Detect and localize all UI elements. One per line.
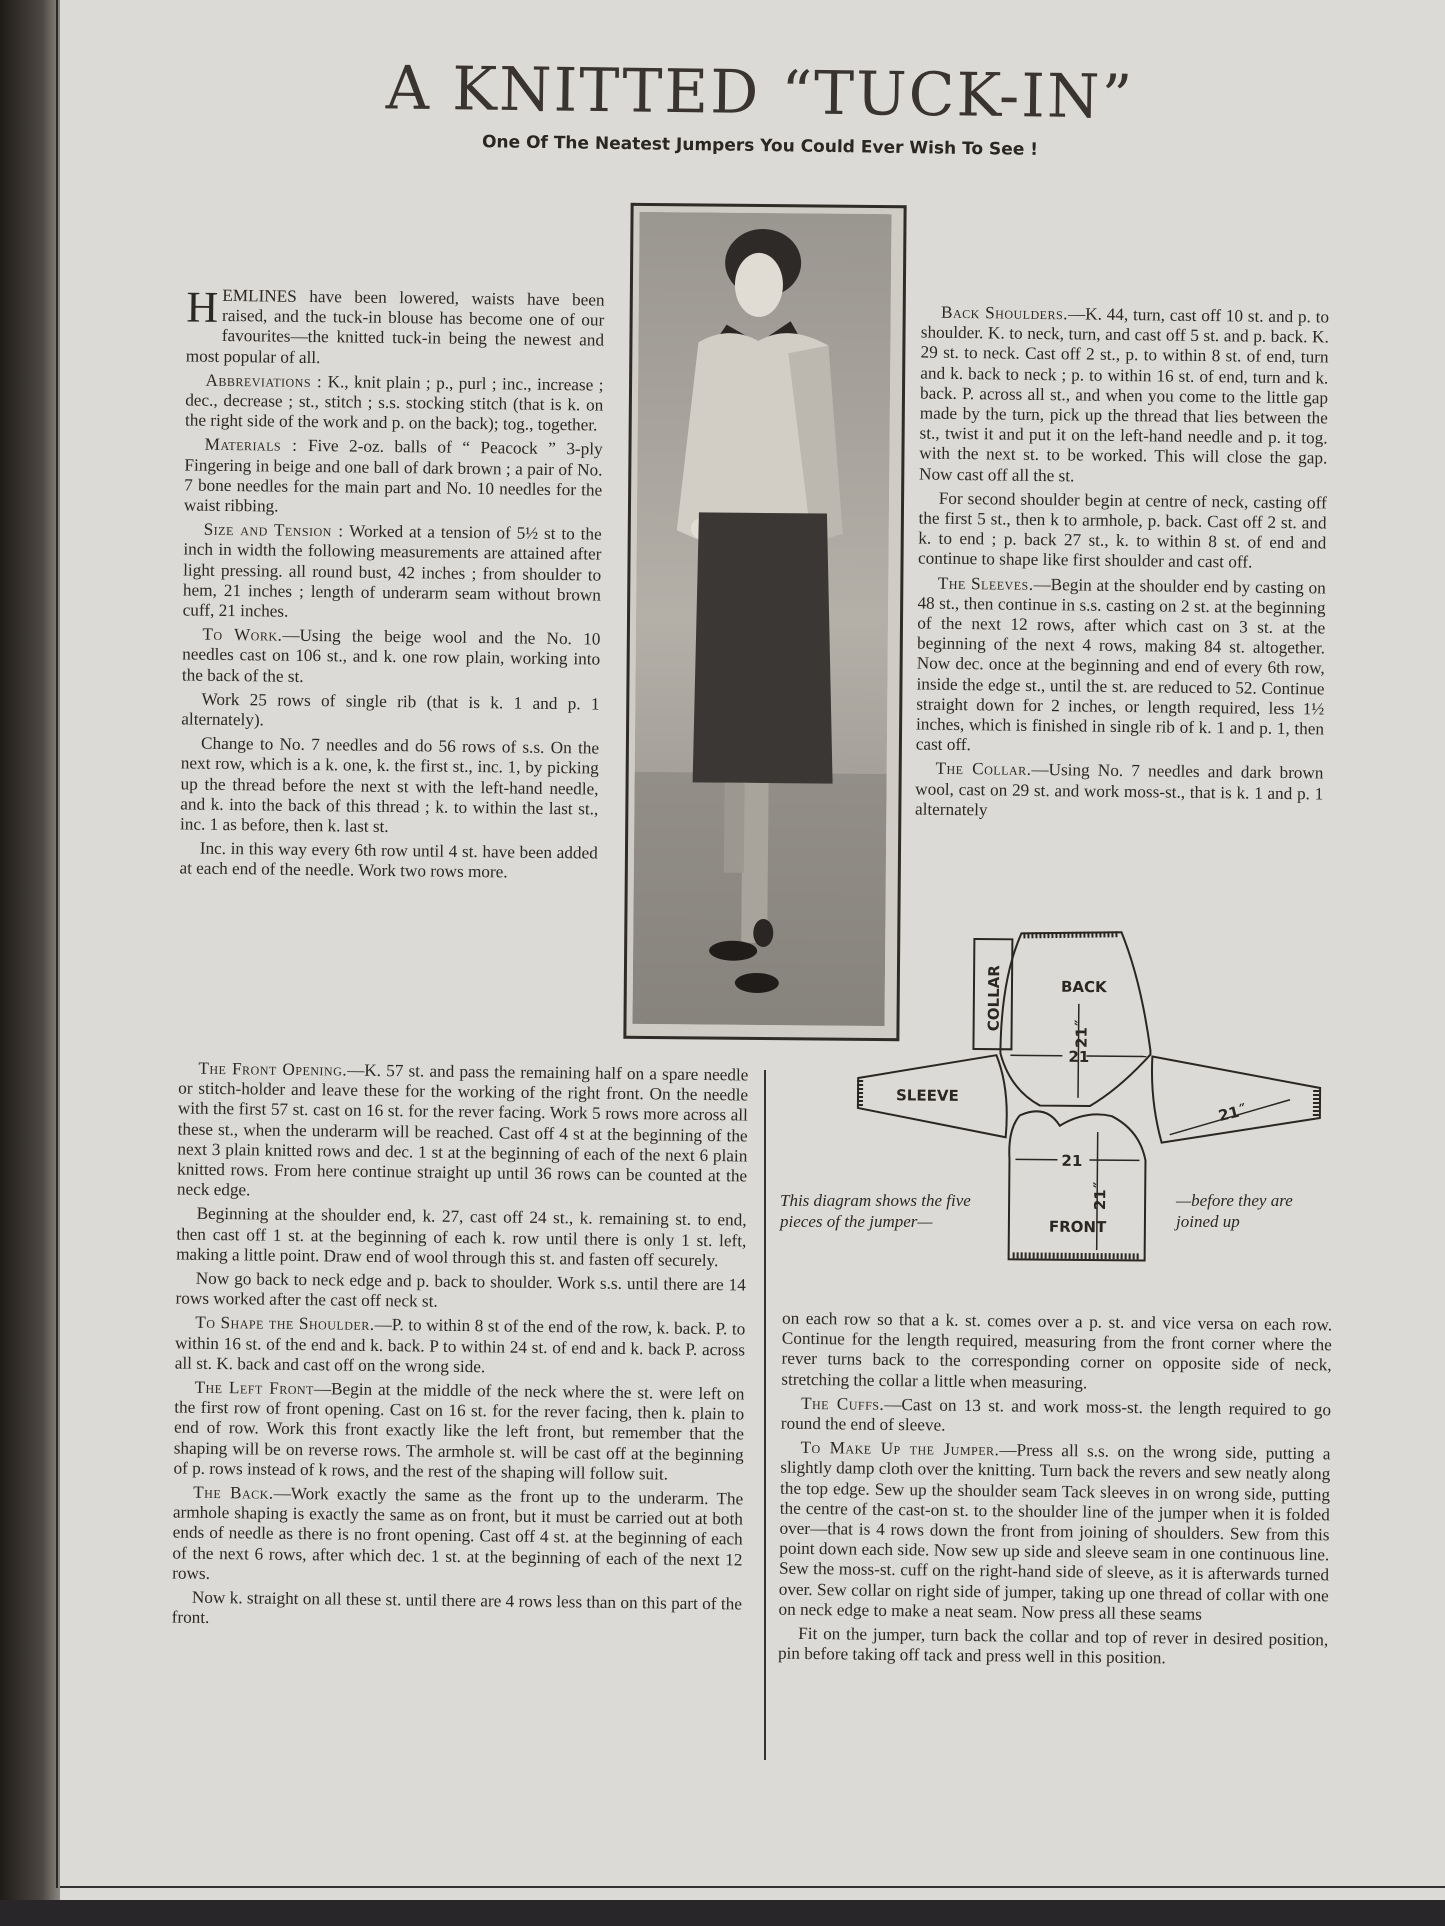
back-paragraph: The Back.—Work exactly the same as the front up to the underarm. The armhole shaping is exactly the same as on front, but it must be carried out at both ends of needle as there is no front opening. Cast off 4 st. at the beginning of each of the next 6 rows, after which dec. 1 st. at the beginning of each of the next 12 rows. (172, 1482, 744, 1583)
sleeve-label: SLEEVE (895, 1086, 959, 1105)
model-photograph (623, 203, 906, 1041)
page-border-left (56, 0, 58, 1888)
shoulder-end-paragraph: Beginning at the shoulder end, k. 27, cast off 24 st., k. remaining st. to end, then cast off 1 st. at the beginning of each k. row until there is only 1 st. left, making a little point. Draw end of wool through this st. and fasten off securely. (176, 1204, 747, 1270)
back-piece (1000, 931, 1152, 1106)
left-front-paragraph: The Left Front—Begin at the middle of the neck where the st. were left on the first row of front opening. Cast on 16 st. for the rever facing, then k. plain to end of row. Work this front exactly like the left front, but remember that the shaping will be on reverse rows. The armhole st. will be cast off at the beginning of p. rows instead of k rows, and the rest of the shaping will follow suit. (173, 1377, 745, 1484)
increase-paragraph: Inc. in this way every 6th row until 4 st. have been added at each end of the needle. Work two rows more. (179, 838, 598, 882)
front-opening-paragraph: The Front Opening.—K. 57 st. and pass the remaining half on a spare needle or stitch-holder and leave these for the working of the right front. On the needle with the first 57 st. cast on 16 st. for the rever facing. Work 5 rows more across all these st., when the underarm will be reached. Cast off 4 st at the beginning of the next 3 plain knitted rows and dec. 1 st at the beginning of each of the next 6 plain knitted rows. From here continue straight up until 36 rows can be counted at the neck edge. (176, 1058, 749, 1200)
straight-paragraph: Now k. straight on all these st. until there are 4 rows less than on this part of the front. (171, 1587, 743, 1628)
right-column-top (915, 303, 1329, 829)
sleeves-paragraph: The Sleeves.—Begin at the shoulder end by casting on 48 st., then continue in s.s. casting on 2 st. at the beginning of the next 12 rows, after which cast on 3 st. at the beginning of the next 4 rows, making 84 st. altogether. Now dec. once at the beginning and end of every 6th row, inside the edge st., until the st. are reduced to 52. Continue straight down for 2 inches, or length required, less 1½ inches, which is finished in single rib of k. 1 and p. 1, then cast off. (915, 573, 1326, 755)
collar-continue-paragraph: on each row so that a k. st. comes over a p. st. and vice versa on each row. Continue for the length required, measuring from the front corner where the rever turns back to the corresponding corner on opposite side of neck, stretching the collar a little when measuring. (781, 1308, 1333, 1392)
make-up-paragraph: To Make Up the Jumper.—Press all s.s. on the wrong side, putting a slightly damp cloth over the knitting. Turn back the revers and sew neatly along the top edge. Sew up the shoulder seam Tack sleeves in on wrong side, putting the centre of the cast-on st. to the shoulder line of the jumper when it is folded over—that is 4 rows down the front from joining of shoulders. Sew from this point down each side. Now sew up side and sleeve seam in one continuous line. Sew the moss-st. cuff on the right-hand side of sleeve, as it is afterwards turned over. Sew collar on right side of jumper, taking up one thread of collar with one on neck edge to make a neat seam. Now press all these seams (778, 1438, 1331, 1624)
collar-label: COLLAR (984, 965, 1004, 1032)
second-shoulder-paragraph: For second shoulder begin at centre of neck, casting off the first 5 st., then k to armhole, p. back. Cast off 2 st. and k. to end ; p. back 27 st., k. to within 8 st. of end and continue to shape like first shoulder and cast off. (917, 488, 1327, 573)
left-column-top (179, 282, 605, 888)
diagram-caption-right: —before they are joined up (1176, 1191, 1293, 1231)
shape-shoulder-paragraph: To Shape the Shoulder.—P. to within 8 st of the end of the row, k. back. P. to within 16 st. of the end and k. back. P to within 24 st. of end and k. back P. across all st. K. back and cast off on the wrong side. (174, 1313, 746, 1377)
left-column-bottom (172, 1059, 749, 1639)
cuffs-paragraph: The Cuffs.—Cast on 13 st. and work moss-st. the length required to go round the end of sleeve. (780, 1393, 1332, 1435)
materials-paragraph: Materials : Five 2-oz. balls of “ Peacock ” 3-ply Fingering in beige and one ball of dark brown ; a pair of No. 7 bone needles for the main part and No. 10 needles for the waist ribbing. (183, 435, 603, 516)
abbreviations-paragraph: Abbreviations : K., knit plain ; p., purl ; inc., increase ; dec., decrease ; st., stitch ; s.s. stocking stitch (that is k. on the right side of the work and p. on the back); tog., together. (184, 370, 604, 435)
front-label: FRONT (1048, 1217, 1107, 1237)
page-subtitle: One Of The Neatest Jumpers You Could Ever Wish To See ! (481, 132, 1039, 160)
right-column-bottom (778, 1309, 1332, 1675)
intro-paragraph: HEMLINES have been lowered, waists have been raised, and the tuck-in blouse has become one of our favourites—the knitted tuck-in being the newest and most popular of all. (185, 282, 605, 367)
change-needles-paragraph: Change to No. 7 needles and do 56 rows of s.s. On the next row, which is a k. one, k. the first st., inc. 1, by picking up the thread before the next st with the left-hand needle, and k. into the back of this thread ; k. to within the last st., inc. 1 as before, then k. last st. (179, 733, 600, 837)
front-height-dim: 21˝ (1091, 1181, 1110, 1211)
woman-in-jumper-image (632, 212, 891, 1026)
collar-paragraph: The Collar.—Using No. 7 needles and dark brown wool, cast on 29 st. and work moss-st., that is k. 1 and p. 1 alternately (914, 759, 1324, 820)
fit-paragraph: Fit on the jumper, turn back the collar and top of rever in desired position, pin before taking off tack and press well in this position. (777, 1623, 1329, 1668)
drop-cap: H (186, 282, 219, 332)
back-label: BACK (1060, 977, 1107, 997)
book-spine-shadow (0, 0, 60, 1926)
page-title: A KNITTED “TUCK-IN” (385, 53, 1135, 133)
right-sleeve-piece (1151, 1057, 1320, 1144)
front-width-dim: 21 (1061, 1151, 1083, 1170)
back-height-dim: 21˝ (1072, 1019, 1091, 1049)
column-divider (764, 1070, 766, 1760)
neck-edge-paragraph: Now go back to neck edge and p. back to shoulder. Work s.s. until there are 14 rows worked after the cast off neck st. (175, 1268, 746, 1311)
page-border-bottom (60, 1886, 1445, 1888)
back-width-dim: 21 (1068, 1047, 1090, 1066)
back-shoulders-paragraph: Back Shoulders.—K. 44, turn, cast off 10 st. and p. to shoulder. K. to neck, turn, and cast off 5 st. and p. back. K. 29 st. to neck. Cast off 2 st., p. to within 8 st. of end, turn and k. back to neck ; p. to within 16 st. of end, turn and k. back. P. across all st., and when you come to the little gap made by the turn, pick up the thread that lies between the st., twist it and put it on the left-hand needle and p. it tog. with the next st. to be worked. This will close the gap. Now cast off all the st. (918, 302, 1330, 486)
to-work-paragraph: To Work.—Using the beige wool and the No. 10 needles cast on 106 st., and k. one row plain, working into the back of the st. (181, 624, 601, 686)
sleeve-length-dim: 21˝ (1216, 1100, 1249, 1126)
diagram-caption-left: This diagram shows the five pieces of the jumper— (780, 1191, 971, 1231)
size-tension-paragraph: Size and Tension : Worked at a tension of 5½ st to the inch in width the following measurements are attained after light pressing. all round bust, 42 inches ; from shoulder to hem, 21 inches ; length of underarm seam without brown cuff, 21 inches. (182, 519, 602, 621)
page-bottom-edge (0, 1900, 1445, 1926)
front-piece (1008, 1111, 1146, 1260)
rib-paragraph: Work 25 rows of single rib (that is k. 1 and p. 1 alternately). (181, 689, 600, 730)
